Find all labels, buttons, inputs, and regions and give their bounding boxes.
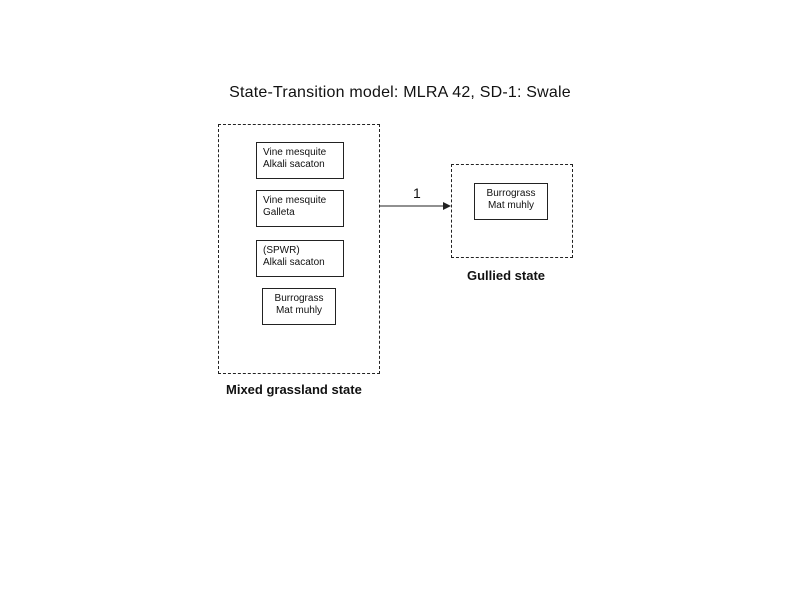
community-line-1: Burrograss (486, 188, 536, 199)
community-line-2: Alkali sacaton (263, 159, 325, 170)
community-line-2: Mat muhly (487, 200, 535, 211)
transition-label-1: 1 (413, 185, 421, 201)
community-line-2: Mat muhly (275, 305, 323, 316)
community-line-1: (SPWR) (263, 245, 300, 256)
diagram-title: State-Transition model: MLRA 42, SD-1: Swale (229, 84, 571, 101)
gullied-state-label: Gullied state (467, 268, 546, 283)
community-line-2: Alkali sacaton (263, 257, 325, 268)
community-line-2: Galleta (263, 207, 295, 218)
community-line-1: Vine mesquite (263, 147, 327, 158)
community-line-1: Vine mesquite (263, 195, 327, 206)
community-vine-mesquite-galleta (256, 190, 344, 227)
mixed-grassland-state-label: Mixed grassland state (226, 382, 362, 397)
community-spwr-alkali-sacaton (256, 240, 344, 277)
community-line-1: Burrograss (274, 293, 324, 304)
community-vine-mesquite-alkali-sacaton (256, 142, 344, 179)
community-gullied-burrograss-mat-muhly (474, 183, 548, 220)
community-burrograss-mat-muhly (262, 288, 336, 325)
